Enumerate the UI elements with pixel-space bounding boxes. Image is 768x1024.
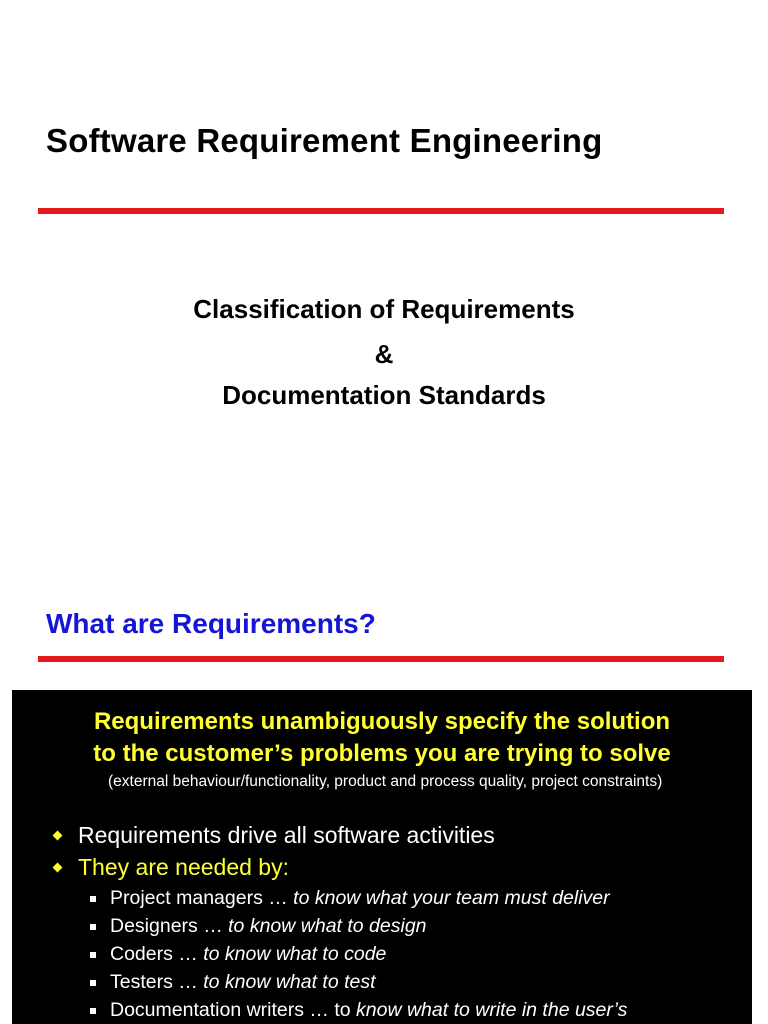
- square-bullet-icon: [90, 980, 96, 986]
- bullet-item: [52, 854, 289, 881]
- square-bullet-icon: [90, 924, 96, 930]
- sub-bullet-role: Project managers …: [110, 887, 288, 909]
- sub-bullet-item: [90, 915, 427, 938]
- slide2-title: What are Requirements?: [46, 608, 376, 639]
- sub-bullet-item: [90, 999, 627, 1022]
- sub-bullet-role: Testers …: [110, 971, 198, 993]
- sub-bullet-role: Documentation writers … to: [110, 999, 351, 1021]
- slide1-subtitle-line1: Classification of Requirements: [193, 294, 575, 324]
- slide1-subtitle-line3: Documentation Standards: [222, 380, 546, 410]
- bullet-item: [52, 822, 495, 849]
- slide2-content-panel: [12, 690, 752, 1024]
- sub-bullet-role: Coders …: [110, 943, 198, 965]
- square-bullet-icon: [90, 1008, 96, 1014]
- slide1-divider: [38, 208, 724, 214]
- sub-bullet-item: [90, 887, 610, 910]
- diamond-bullet-icon: [53, 863, 63, 873]
- sub-bullet-purpose: to know what to code: [203, 943, 387, 965]
- sub-bullet-role: Designers …: [110, 915, 223, 937]
- sub-bullet-item: [90, 943, 386, 966]
- bullet-text: They are needed by:: [78, 854, 289, 880]
- sub-bullet-purpose: to know what to test: [203, 971, 376, 993]
- slide2-divider: [38, 656, 724, 662]
- sub-bullet-item: [90, 971, 376, 994]
- slide1-title: Software Requirement Engineering: [46, 122, 603, 159]
- sub-bullet-purpose: to know what to design: [228, 915, 427, 937]
- headline-note: (external behaviour/functionality, product and process quality, project constraints): [108, 773, 663, 790]
- square-bullet-icon: [90, 952, 96, 958]
- diamond-bullet-icon: [53, 831, 63, 841]
- headline-line2: to the customer’s problems you are trying to solve: [93, 740, 671, 767]
- sub-bullet-purpose: know what to write in the user’s: [356, 999, 628, 1021]
- headline-line1: Requirements unambiguously specify the solution: [93, 708, 671, 735]
- square-bullet-icon: [90, 896, 96, 902]
- bullet-text: Requirements drive all software activities: [78, 822, 495, 848]
- slide1-subtitle-ampersand: &: [374, 339, 394, 369]
- sub-bullet-purpose: to know what your team must deliver: [293, 887, 610, 909]
